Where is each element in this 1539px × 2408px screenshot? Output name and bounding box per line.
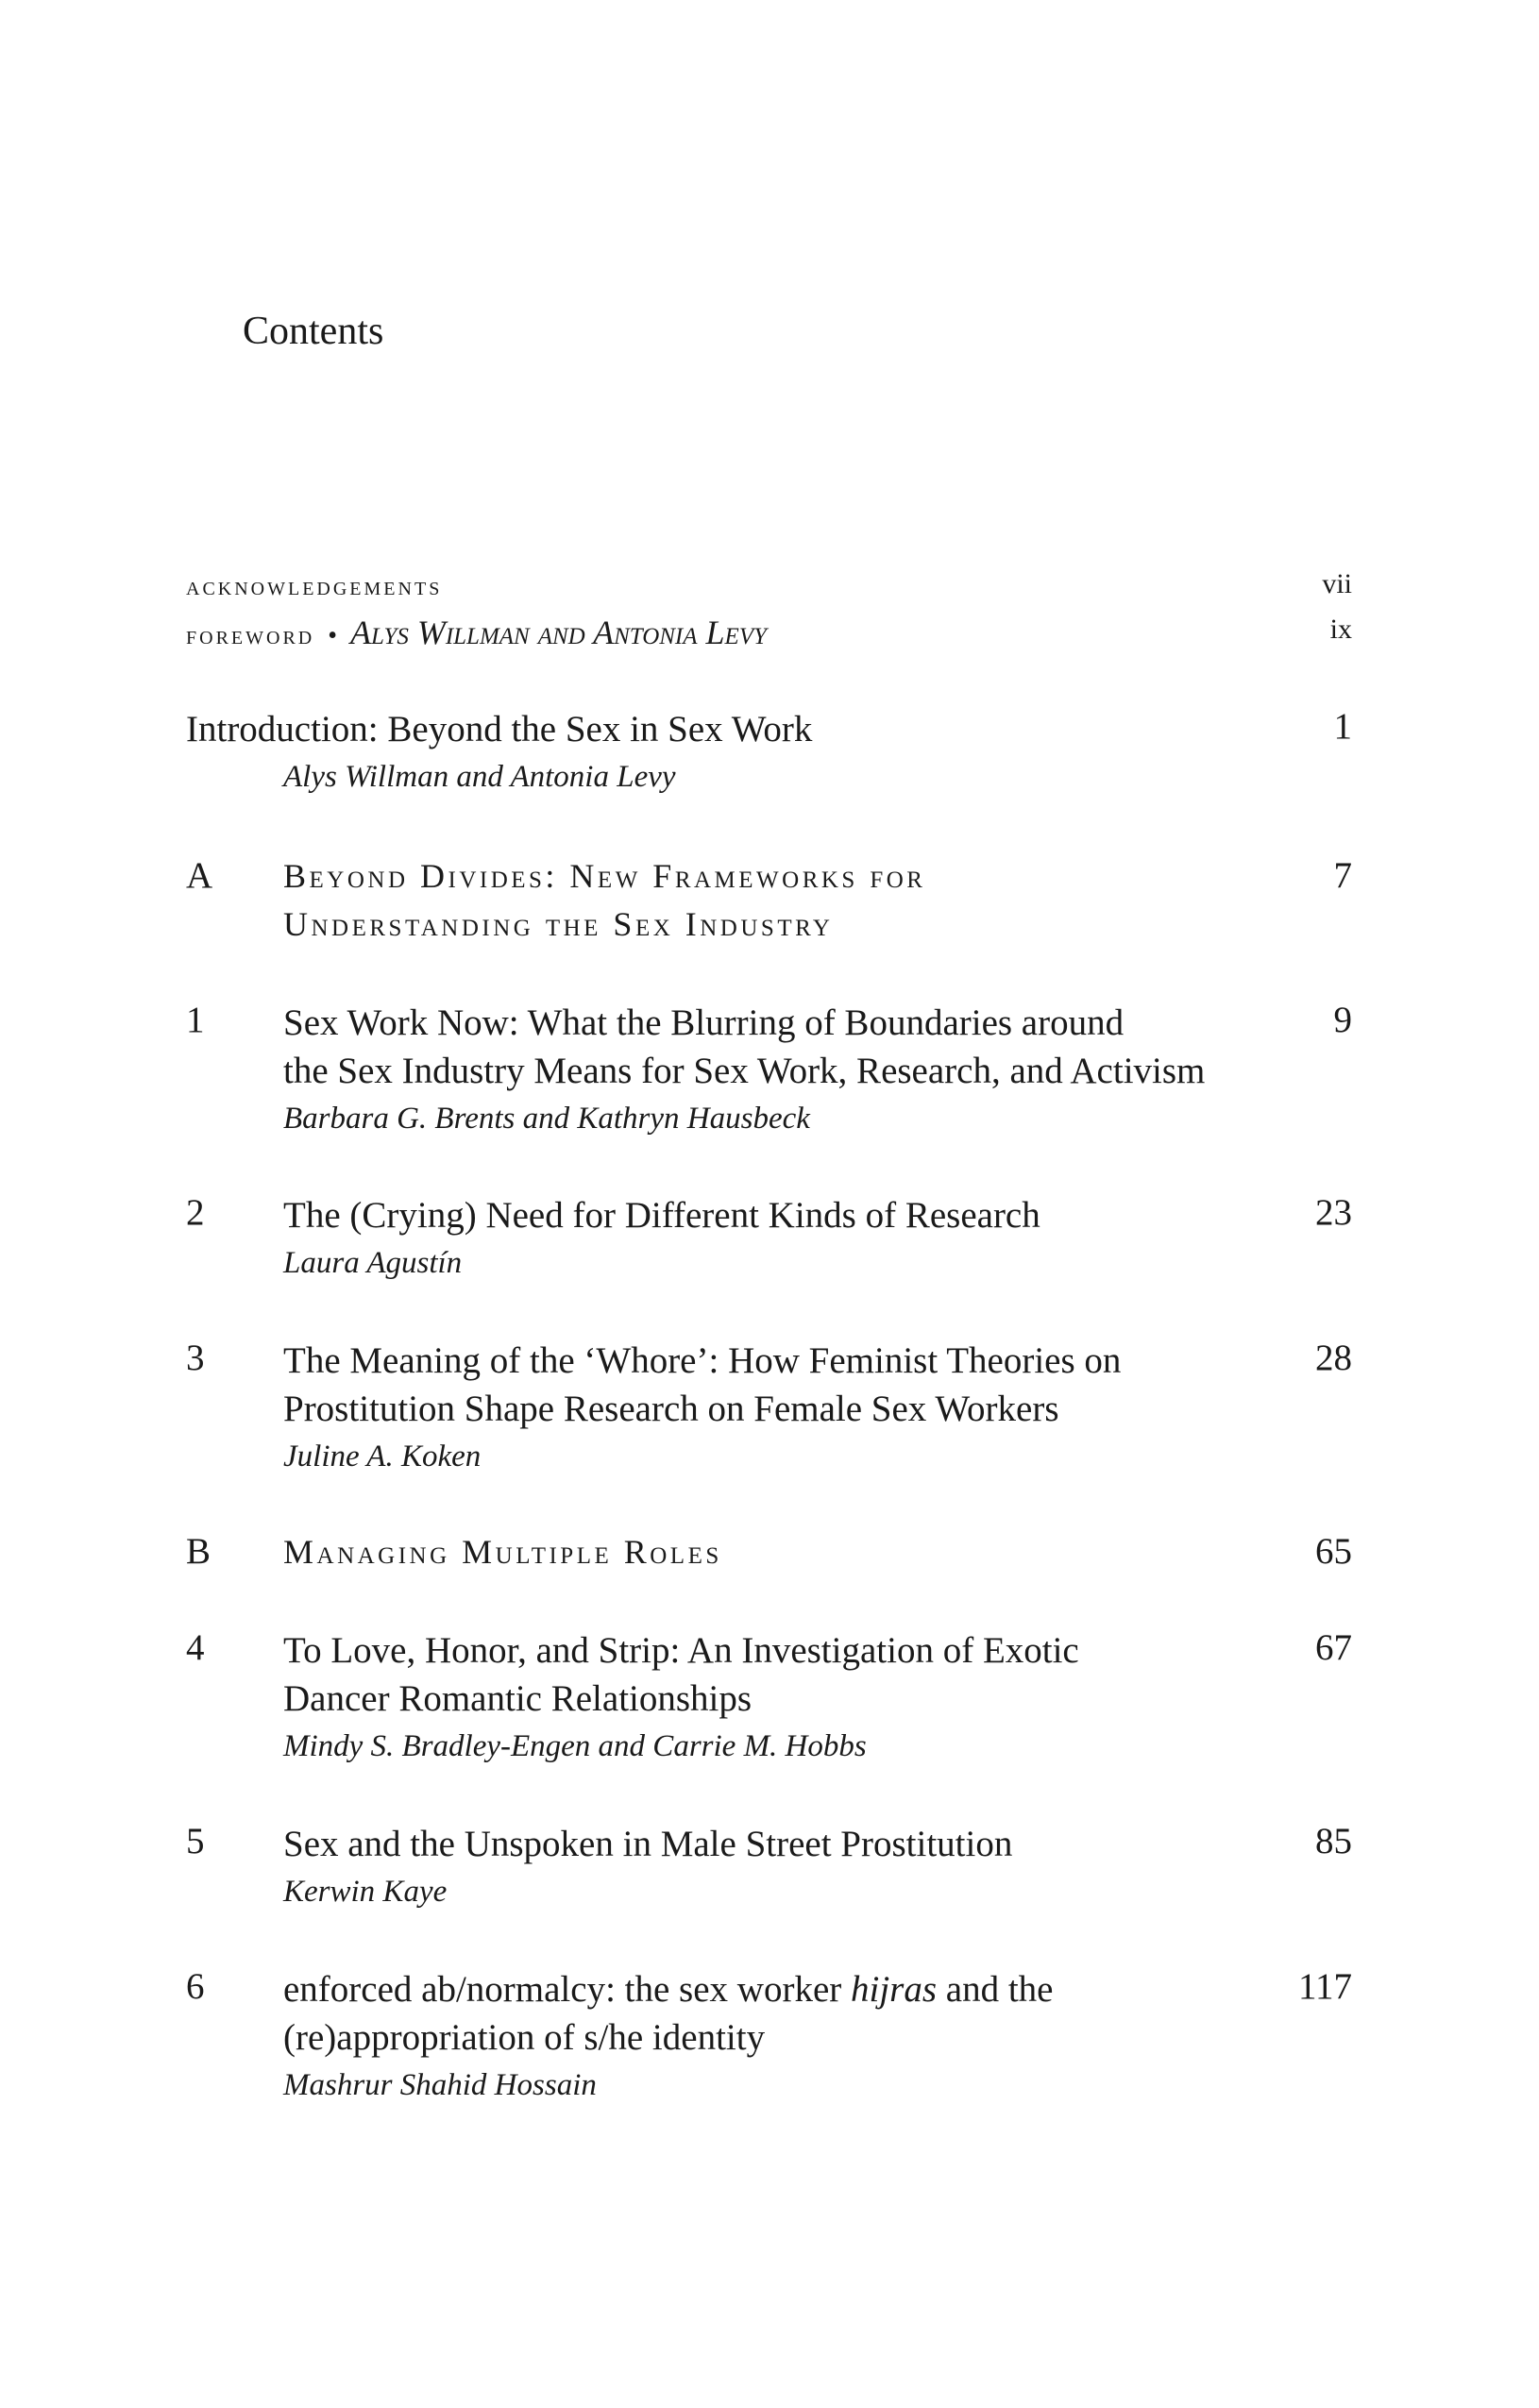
page-number: 1 [1333, 706, 1352, 747]
chapter-title-line: To Love, Honor, and Strip: An Investigation of Exotic [283, 1630, 1079, 1671]
section-title-line: Understanding the Sex Industry [283, 905, 834, 943]
entry-author: Alys Willman and Antonia Levy [350, 614, 767, 651]
chapter-title-line: The Meaning of the ‘Whore’: How Feminist Theories on [283, 1340, 1122, 1381]
chapter-title-text: enforced ab/normalcy: the sex worker [283, 1969, 851, 2010]
toc-entry-foreword[interactable] [186, 614, 767, 655]
chapter-title-line [283, 1965, 1054, 2013]
chapter-author: Laura Agustín [283, 1246, 463, 1280]
chapter-number: 3 [186, 1338, 205, 1378]
chapter-author: Barbara G. Brents and Kathryn Hausbeck [283, 1102, 810, 1136]
page-number: ix [1329, 614, 1352, 645]
page-title: Contents [243, 310, 384, 353]
page-number: 9 [1333, 1000, 1352, 1040]
chapter-title-line: Sex and the Unspoken in Male Street Prostitution [283, 1824, 1013, 1864]
toc-section-a[interactable] [283, 852, 925, 949]
page-number: 65 [1315, 1531, 1352, 1572]
section-letter: A [186, 855, 213, 896]
entry-author: Alys Willman and Antonia Levy [283, 760, 676, 794]
section-title-line: Managing Multiple Roles [283, 1533, 722, 1571]
chapter-title-line: (re)appropriation of s/he identity [283, 2017, 766, 2058]
section-title-line: Beyond Divides: New Frameworks for [283, 857, 926, 895]
toc-entry-acknowledgements[interactable] [186, 568, 442, 606]
chapter-number: 4 [186, 1627, 205, 1668]
chapter-title-line: The (Crying) Need for Different Kinds of Research [283, 1195, 1040, 1236]
page-number: 85 [1315, 1821, 1352, 1861]
toc-chapter-3[interactable] [283, 1337, 1121, 1481]
page-number: vii [1322, 568, 1352, 599]
chapter-number: 5 [186, 1821, 205, 1861]
page-number: 28 [1315, 1338, 1352, 1378]
page-number: 67 [1315, 1627, 1352, 1668]
page-number: 7 [1333, 855, 1352, 896]
toc-chapter-5[interactable] [283, 1820, 1012, 1916]
chapter-title-line: Prostitution Shape Research on Female Sex Workers [283, 1389, 1059, 1429]
toc-section-b[interactable] [283, 1528, 722, 1576]
toc-entry-introduction[interactable] [186, 705, 812, 753]
chapter-number: 1 [186, 1000, 205, 1040]
chapter-author: Mashrur Shahid Hossain [283, 2068, 597, 2102]
entry-label: foreword [186, 621, 315, 650]
toc-chapter-1[interactable] [283, 999, 1205, 1143]
chapter-title-line: Sex Work Now: What the Blurring of Boundaries around [283, 1002, 1125, 1043]
chapter-number: 2 [186, 1192, 205, 1233]
entry-label: acknowledgements [186, 572, 443, 601]
chapter-number: 6 [186, 1966, 205, 2007]
chapter-author: Kerwin Kaye [283, 1875, 448, 1909]
entry-title: Introduction: Beyond the Sex in Sex Work [186, 709, 813, 749]
page-number: 23 [1315, 1192, 1352, 1233]
page-number: 117 [1297, 1966, 1352, 2007]
chapter-title-line: Dancer Romantic Relationships [283, 1678, 753, 1719]
toc-chapter-4[interactable] [283, 1626, 1079, 1771]
chapter-title-line: the Sex Industry Means for Sex Work, Research, and Activism [283, 1051, 1206, 1091]
chapter-title-italic: hijras [851, 1969, 938, 2010]
chapter-title-text: and the [937, 1969, 1054, 2010]
section-letter: B [186, 1531, 211, 1572]
chapter-author: Juline A. Koken [283, 1440, 482, 1473]
toc-chapter-2[interactable] [283, 1191, 1040, 1288]
chapter-author: Mindy S. Bradley-Engen and Carrie M. Hobbs [283, 1729, 867, 1763]
toc-chapter-6[interactable] [283, 1965, 1054, 2110]
bullet-separator: • [328, 621, 338, 650]
